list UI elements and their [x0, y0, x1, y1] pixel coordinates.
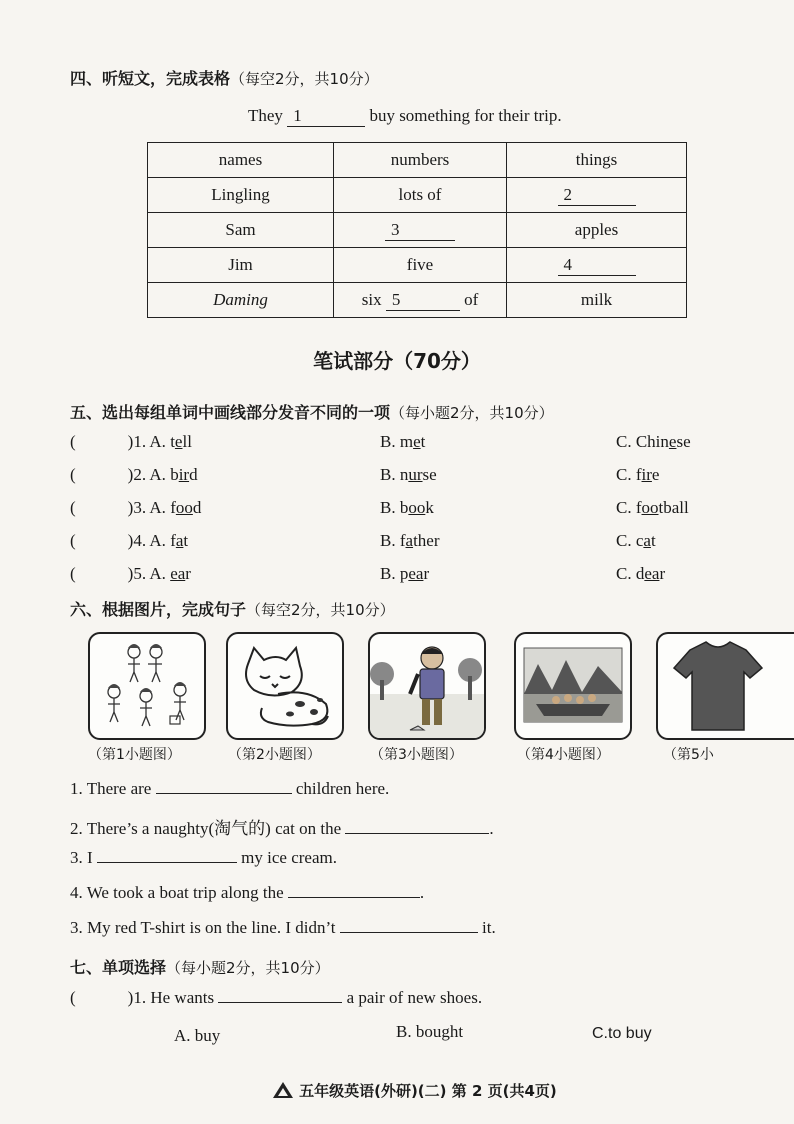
cell-number [334, 283, 507, 318]
option-a-word[interactable]: ear [170, 564, 191, 583]
sentence-text: There’s a naughty(淘气的) cat on the [86, 819, 342, 838]
section6-sentence-1 [70, 779, 389, 799]
section6-heading [70, 597, 395, 620]
option-a-label: A. [149, 531, 166, 550]
listening-table [147, 142, 687, 318]
option-b-word[interactable]: met [399, 432, 426, 451]
section5-note: （每小题2分，共10分） [390, 404, 554, 422]
section7-note: （每小题2分，共10分） [166, 959, 330, 977]
answer-paren-open[interactable]: ( [70, 988, 76, 1007]
header-numbers: numbers [334, 143, 507, 178]
caption-picture-1: （第1小题图） [88, 747, 181, 763]
answer-blank[interactable] [288, 883, 420, 898]
section4-title: 四、听短文，完成表格 [70, 69, 231, 88]
option-a-label: A. [149, 465, 166, 484]
option-c-label: C. [616, 564, 632, 583]
table-row [148, 178, 687, 213]
item-number: )1. [127, 432, 147, 451]
answer-paren-open[interactable]: ( [70, 498, 76, 517]
option-c-word[interactable]: cat [635, 531, 656, 550]
header-names: names [148, 143, 334, 178]
sentence-text: There are [86, 779, 152, 798]
option-b-word[interactable]: book [399, 498, 434, 517]
boat-illustration [516, 634, 630, 738]
cell-thing: milk [507, 283, 687, 318]
option-a[interactable]: A. buy [174, 1026, 221, 1045]
option-c-label: C. [616, 432, 632, 451]
option-c-word[interactable]: dear [635, 564, 666, 583]
sentence-text: a pair of new shoes. [346, 988, 483, 1007]
item-number: 4. [70, 883, 83, 902]
sentence-text: They [248, 106, 283, 125]
item-number: 3. [70, 918, 83, 937]
item-number: 2. [70, 819, 83, 838]
sentence-text: . [419, 883, 425, 902]
option-c-word[interactable]: football [635, 498, 689, 517]
cell-name: Jim [148, 248, 334, 283]
answer-blank[interactable] [97, 848, 237, 863]
choice-row [70, 498, 770, 518]
picture-cat [226, 632, 344, 740]
caption-picture-3: （第3小题图） [370, 747, 463, 763]
blank-number: 2 [563, 184, 572, 204]
section6-sentence-3 [70, 848, 337, 868]
section6-note: （每空2分，共10分） [246, 601, 395, 619]
sentence-text: children here. [295, 779, 390, 798]
item-number: )3. [127, 498, 147, 517]
answer-blank[interactable] [345, 819, 489, 834]
option-b-label: B. [380, 432, 396, 451]
choice-row [70, 432, 770, 452]
table-row [148, 248, 687, 283]
picture-children [88, 632, 206, 740]
choice-row [70, 531, 770, 551]
answer-blank[interactable] [218, 988, 342, 1003]
option-b-label: B. [380, 465, 396, 484]
option-b-label: B. [380, 564, 396, 583]
boy-illustration [370, 634, 484, 738]
answer-blank[interactable] [340, 918, 478, 933]
option-b-word[interactable]: nurse [399, 465, 437, 484]
caption-picture-5: （第5小 [663, 747, 714, 763]
blank-number: 1 [293, 106, 302, 125]
publisher-logo-icon [272, 1081, 294, 1103]
cell-thing [507, 178, 687, 213]
written-part-title: 笔试部分（70分） [313, 349, 481, 373]
cell-thing [507, 248, 687, 283]
section7-heading [70, 955, 330, 978]
footer [272, 1080, 557, 1103]
sleeping-cat-illustration [228, 634, 342, 738]
sentence-text: I [87, 848, 93, 867]
sentence-text: We took a boat trip along the [86, 883, 284, 902]
section5-heading [70, 400, 554, 423]
item-number: )5. [127, 564, 147, 583]
answer-blank-1[interactable] [287, 106, 365, 127]
choice-row [70, 564, 770, 584]
option-b-label: B. [380, 498, 396, 517]
number-suffix: of [464, 289, 479, 309]
table-row [148, 283, 687, 318]
option-a-label: A. [149, 432, 166, 451]
section6-sentence-4 [70, 883, 424, 903]
answer-blank-2[interactable] [558, 185, 636, 206]
answer-paren-open[interactable]: ( [70, 531, 76, 550]
item-number: 3. [70, 848, 83, 867]
option-c-label: C. [616, 498, 632, 517]
option-a-label: A. [149, 498, 166, 517]
header-things: things [507, 143, 687, 178]
section6-title: 六、根据图片，完成句子 [70, 600, 247, 619]
section7-title: 七、单项选择 [70, 958, 167, 977]
answer-blank-4[interactable] [558, 255, 636, 276]
section6-sentence-5 [70, 918, 496, 938]
option-c[interactable]: C.to buy [592, 1025, 652, 1042]
blank-number: 3 [391, 219, 400, 239]
cell-number [334, 213, 507, 248]
option-c-word[interactable]: Chinese [635, 432, 691, 451]
cell-name: Daming [148, 283, 334, 318]
section4-note: （每空2分，共10分） [230, 70, 379, 88]
option-a-word[interactable]: fat [170, 531, 189, 550]
blank-number: 5 [391, 289, 401, 309]
option-b-word[interactable]: pear [399, 564, 430, 583]
option-c-label: C. [616, 465, 632, 484]
sentence-text: . [489, 819, 494, 838]
option-b[interactable]: B. bought [396, 1022, 464, 1041]
section4-heading [70, 66, 379, 89]
section6-sentence-2 [70, 814, 494, 839]
answer-blank-3[interactable] [385, 220, 455, 241]
option-a-word[interactable]: tell [170, 432, 192, 451]
footer-page-info: 五年级英语(外研)(二) 第 2 页(共4页) [299, 1082, 557, 1100]
blank-number: 4 [563, 254, 572, 274]
cell-thing: apples [507, 213, 687, 248]
sentence-text: my ice cream. [241, 848, 337, 867]
picture-tshirt [656, 632, 794, 740]
option-b-word[interactable]: father [399, 531, 440, 550]
sentence-text: He wants [150, 988, 215, 1007]
answer-blank-5[interactable] [386, 290, 460, 311]
cell-name: Lingling [148, 178, 334, 213]
table-header-row [148, 143, 687, 178]
number-prefix: six [361, 289, 382, 309]
item-number: )2. [127, 465, 147, 484]
caption-picture-4: （第4小题图） [517, 747, 610, 763]
answer-paren-open[interactable]: ( [70, 564, 76, 583]
option-a-label: A. [149, 564, 166, 583]
option-b-label: B. [380, 531, 396, 550]
answer-paren-open[interactable]: ( [70, 432, 76, 451]
cell-name: Sam [148, 213, 334, 248]
section4-sentence [248, 106, 562, 127]
sentence-text: My red T-shirt is on the line. I didn’t [87, 918, 336, 937]
cell-number: lots of [334, 178, 507, 213]
section7-question-1 [70, 988, 482, 1008]
choice-row [70, 465, 770, 485]
section5-title: 五、选出每组单词中画线部分发音不同的一项 [70, 403, 391, 422]
picture-boat-trip [514, 632, 632, 740]
sentence-text: it. [482, 918, 496, 937]
caption-picture-2: （第2小题图） [228, 747, 321, 763]
option-c-word[interactable]: fire [635, 465, 660, 484]
answer-blank[interactable] [156, 779, 292, 794]
sentence-text: buy something for their trip. [369, 106, 562, 125]
table-row [148, 213, 687, 248]
item-number: 1. [70, 779, 83, 798]
answer-paren-open[interactable]: ( [70, 465, 76, 484]
option-a-word[interactable]: food [170, 498, 202, 517]
children-illustration [90, 634, 204, 738]
option-a-word[interactable]: bird [170, 465, 198, 484]
item-number: )4. [127, 531, 147, 550]
option-c-label: C. [616, 531, 632, 550]
item-number: )1. [127, 988, 147, 1007]
tshirt-illustration [658, 634, 794, 738]
cell-number: five [334, 248, 507, 283]
picture-boy-ice-cream [368, 632, 486, 740]
